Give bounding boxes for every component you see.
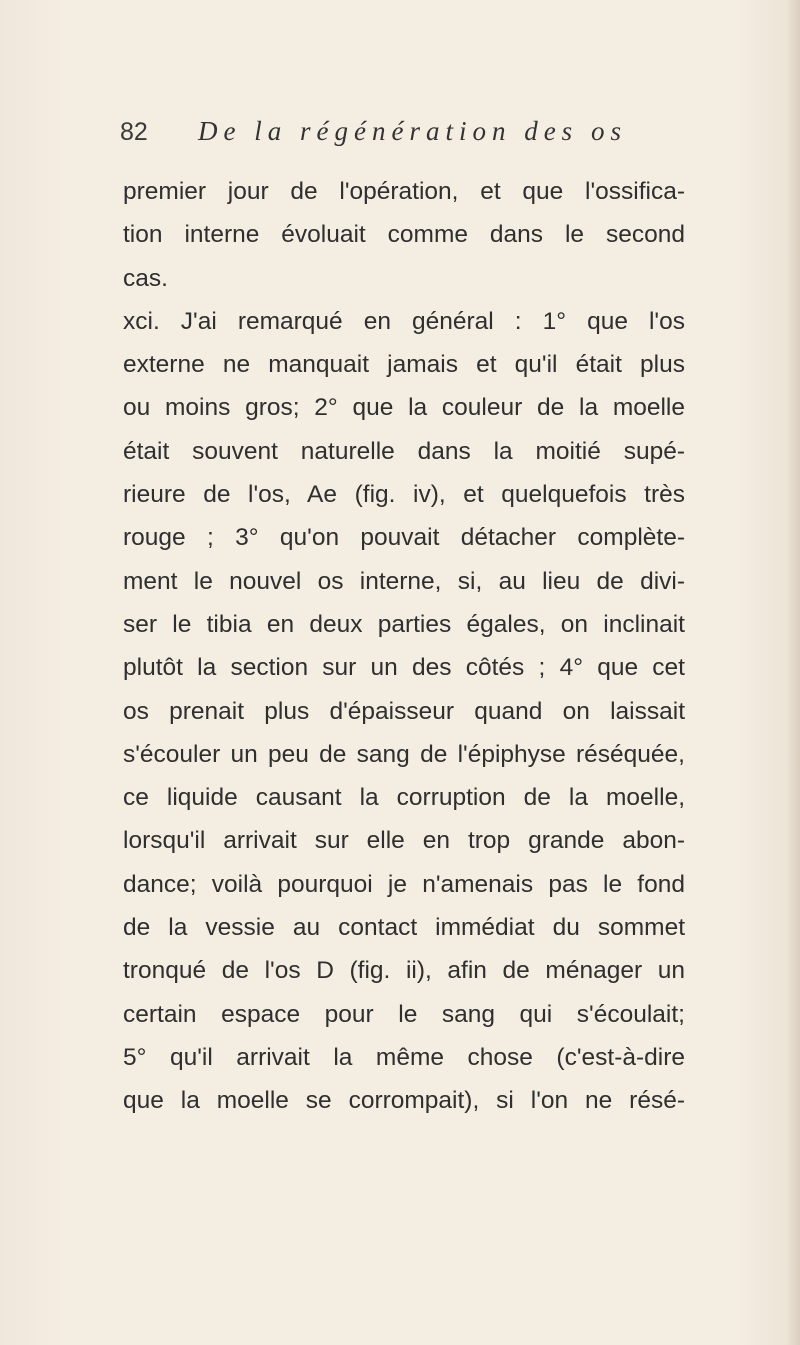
page-number: 82 <box>120 118 148 146</box>
text-line: lorsqu'il arrivait sur elle en trop grande abon- <box>123 827 685 855</box>
body-paragraph <box>123 170 685 1123</box>
text-line: tion interne évoluait comme dans le second <box>123 221 685 249</box>
page-header <box>120 118 680 158</box>
text-line: de la vessie au contact immédiat du sommet <box>123 914 685 942</box>
text-line: ment le nouvel os interne, si, au lieu de divi- <box>123 567 685 595</box>
page-edge-shadow <box>786 0 800 1345</box>
text-line: 5° qu'il arrivait la même chose (c'est-à-dire <box>123 1043 685 1071</box>
text-line: rieure de l'os, Ae (fig. iv), et quelquefois très <box>123 481 685 509</box>
text-line: ou moins gros; 2° que la couleur de la moelle <box>123 394 685 422</box>
text-line: tronqué de l'os D (fig. ii), afin de ménager un <box>123 957 685 985</box>
text-line: que la moelle se corrompait), si l'on ne résé- <box>123 1087 685 1115</box>
text-line: os prenait plus d'épaisseur quand on laissait <box>123 697 685 725</box>
text-line: ser le tibia en deux parties égales, on inclinait <box>123 610 685 638</box>
text-line: s'écouler un peu de sang de l'épiphyse réséquée, <box>123 740 685 768</box>
text-line: externe ne manquait jamais et qu'il était plus <box>123 351 685 379</box>
text-line: premier jour de l'opération, et que l'ossifica- <box>123 178 685 205</box>
text-line: plutôt la section sur un des côtés ; 4° que cet <box>123 654 685 682</box>
running-title: De la régénération des os <box>198 116 627 146</box>
text-line: ce liquide causant la corruption de la moelle, <box>123 784 685 812</box>
text-line: cas. <box>123 264 168 292</box>
text-line: était souvent naturelle dans la moitié supé- <box>123 437 685 465</box>
text-line: certain espace pour le sang qui s'écoulait; <box>123 1000 685 1028</box>
text-line: rouge ; 3° qu'on pouvait détacher complète- <box>123 524 685 552</box>
text-line: xci. J'ai remarqué en général : 1° que l'os <box>123 307 685 335</box>
text-line: dance; voilà pourquoi je n'amenais pas le fond <box>123 870 685 898</box>
